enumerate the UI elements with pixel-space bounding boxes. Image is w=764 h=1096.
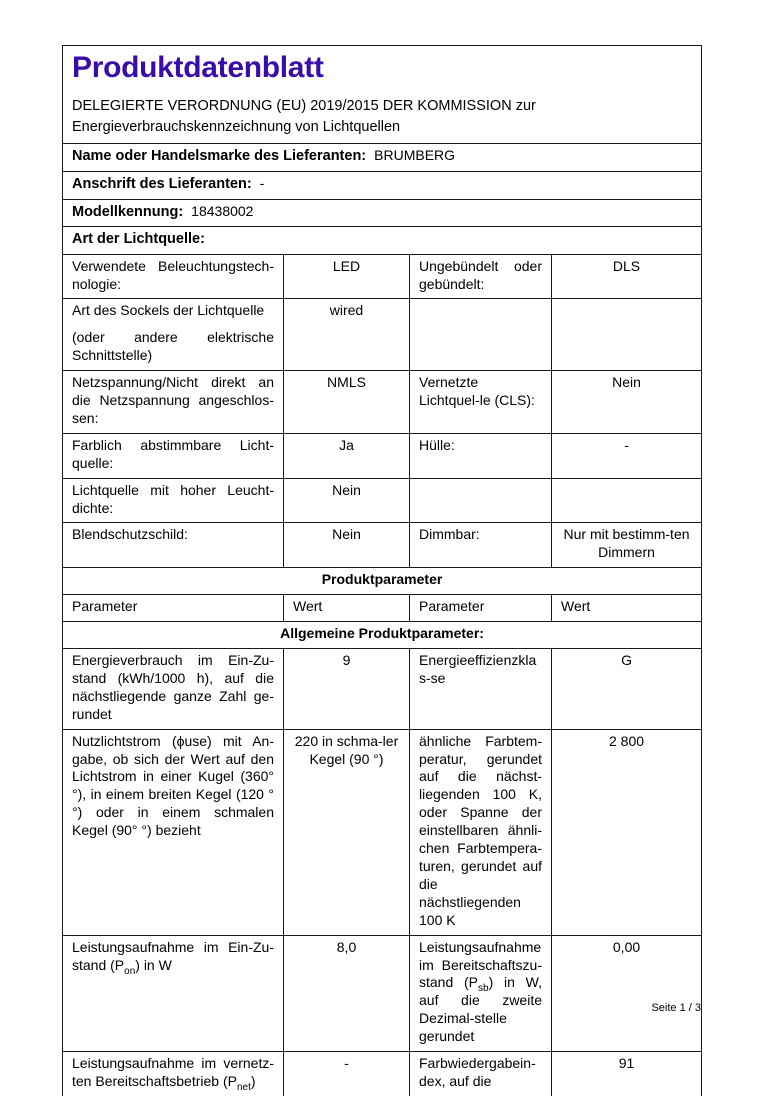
value-cell: Nein [284,523,410,568]
value-cell: Ja [284,433,410,478]
value-cell: 2 800 [552,729,702,935]
table-row-truncated [63,1052,702,1096]
param-cell [410,299,552,371]
value-cell: G [552,649,702,730]
value-cell: - [284,1052,410,1096]
info-label: Anschrift des Lieferanten: [72,175,252,192]
info-label: Name oder Handelsmarke des Lieferanten: [72,148,367,165]
value-cell: 220 in schma-ler Kegel (90 °) [284,729,410,935]
column-header-row [63,595,702,622]
table-row [63,433,702,478]
datasheet-table [62,45,702,1096]
column-header: Wert [552,595,702,622]
param-text: ) in W [135,956,172,973]
title-block [63,46,702,144]
param-text: Leistungsaufnahme im Bereitschaftszu-stand (P [419,938,542,991]
page-title: Produktdatenblatt [72,51,324,84]
subscript: net [236,1081,251,1093]
value-cell: 9 [284,649,410,730]
info-row-model-id [63,199,702,227]
table-row [63,371,702,434]
value-cell [552,478,702,523]
param-cell: Energieverbrauch im Ein-Zu-stand (kWh/1000 h), auf die nächstliegende ganze Zahl ge-rundet [63,649,284,730]
column-header: Parameter [63,595,284,622]
info-row-light-source-type [63,227,702,255]
value-cell: Nur mit bestimm-ten Dimmern [552,523,702,568]
param-cell: Vernetzte Lichtquel-le (CLS): [410,371,552,434]
param-cell: Farblich abstimmbare Licht-quelle: [63,433,284,478]
param-text: Leistungsaufnahme im vernetz-ten Bereitschaftsbetrieb (P [72,1055,274,1089]
info-value: 18438002 [191,202,254,219]
param-cell [410,478,552,523]
param-cell: Netzspannung/Nicht direkt an die Netzspannung angeschlos-sen: [63,371,284,434]
info-row-supplier-address [63,171,702,199]
param-cell [410,935,552,1051]
param-cell: Lichtquelle mit hoher Leucht-dichte: [63,478,284,523]
table-row [63,935,702,1051]
subscript: on [124,965,136,977]
param-text: ) [250,1072,256,1089]
regulation-subtitle-line1: DELEGIERTE VERORDNUNG (EU) 2019/2015 DER KOMMISSION zur [72,98,536,115]
param-cell: ähnliche Farbtem-peratur, gerundet auf die nächst-liegenden 100 K, oder Spanne der einstellbaren ähnli-chen Farbtempera-turen, gerundet auf die nächstliegenden 100 K [410,729,552,935]
value-cell: Nein [284,478,410,523]
param-cell [63,1052,284,1096]
param-cell: Farbwiedergabein-dex, auf die [410,1052,552,1096]
info-value: - [259,174,265,191]
param-cell: Verwendete Beleuchtungstech-nologie: [63,254,284,299]
column-header: Parameter [410,595,552,622]
param-cell: Ungebündelt oder gebündelt: [410,254,552,299]
subsection-header-row [63,622,702,649]
info-value: BRUMBERG [374,147,456,164]
param-cell [63,935,284,1051]
param-cell: Energieeffizienzklas-se [410,649,552,730]
param-text: Leistungsaufnahme im Ein-Zu-stand (P [72,938,274,973]
param-cell: Blendschutzschild: [63,523,284,568]
param-text: ) in W, auf die zweite Dezimal-stelle gerundet [419,974,542,1045]
param-cell: Hülle: [410,433,552,478]
param-cell: Nutzlichtstrom (ϕuse) mit An-gabe, ob sich der Wert auf den Lichtstrom in einer Kugel (360° °), in einem breiten Kegel (120 °°) oder in einem schmalen Kegel (90° °) bezieht [63,729,284,935]
table-row [63,254,702,299]
table-row [63,523,702,568]
value-cell: - [552,433,702,478]
section-header-row [63,568,702,595]
section-title: Produktparameter [63,568,702,595]
value-cell: NMLS [284,371,410,434]
param-cell: Dimmbar: [410,523,552,568]
subscript: sb [478,983,489,995]
table-row [63,649,702,730]
table-row [63,729,702,935]
value-cell: 8,0 [284,935,410,1051]
value-cell: LED [284,254,410,299]
info-label: Art der Lichtquelle: [72,231,205,248]
subsection-title: Allgemeine Produktparameter: [63,622,702,649]
table-row [63,299,702,371]
page-number: Seite 1 / 3 [651,1002,701,1014]
value-cell: 91 [552,1052,702,1096]
info-label: Modellkennung: [72,203,184,220]
param-cell [63,299,284,371]
value-cell: wired [284,299,410,371]
datasheet-page [62,45,701,1096]
param-text: (oder andere elektrische Schnittstelle) [72,329,274,364]
regulation-subtitle-line2: Energieverbrauchskennzeichnung von Lichtquellen [72,119,401,136]
table-row [63,478,702,523]
value-cell [552,299,702,371]
value-cell: 0,00 [552,935,702,1051]
info-row-supplier-name [63,144,702,172]
param-text: Art des Sockels der Lichtquelle [72,302,265,319]
value-cell: Nein [552,371,702,434]
value-cell: DLS [552,254,702,299]
column-header: Wert [284,595,410,622]
